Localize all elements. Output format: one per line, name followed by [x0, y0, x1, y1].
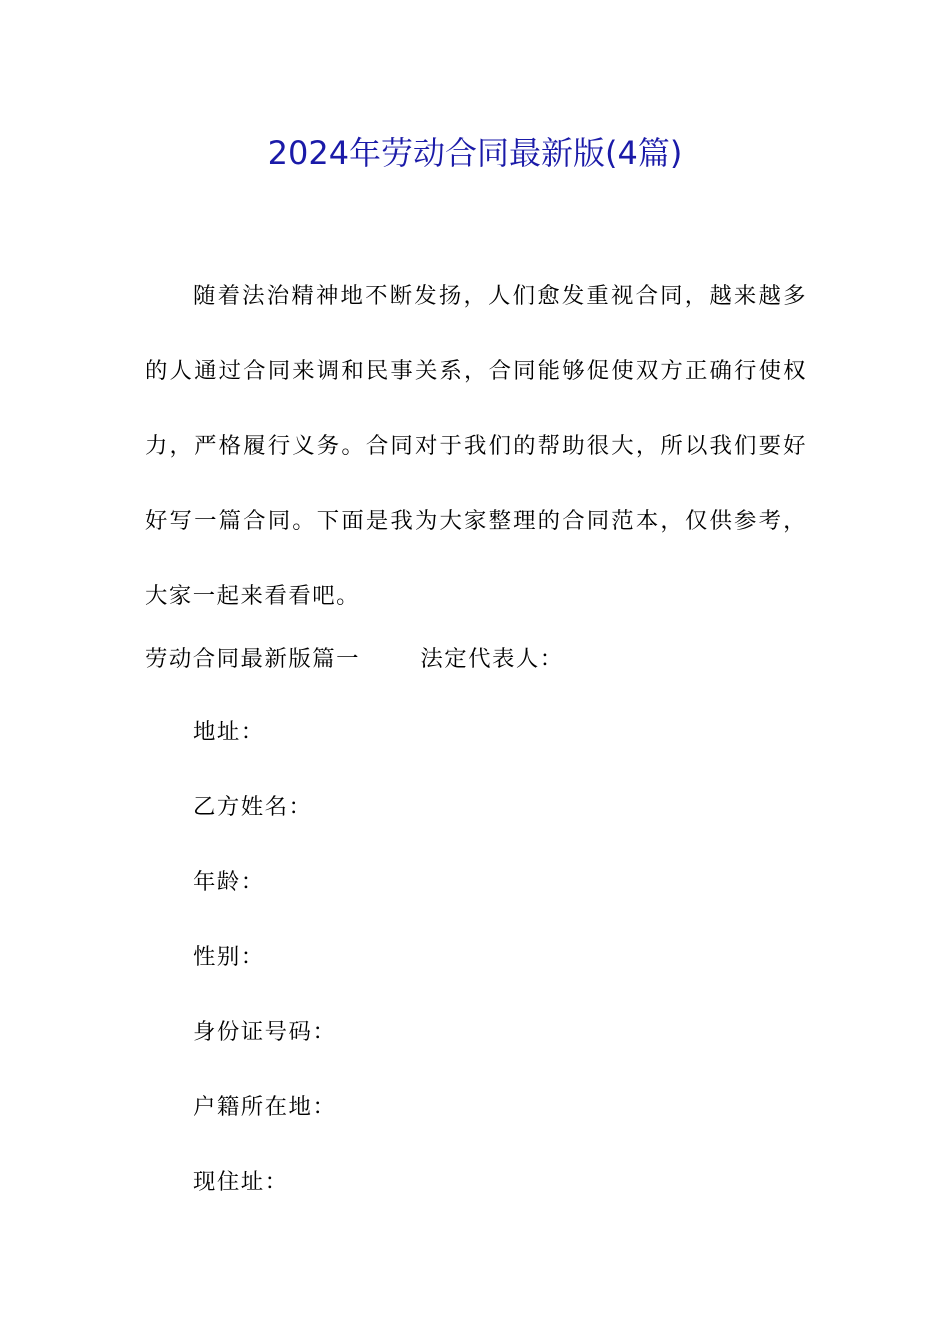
- section-heading: 劳动合同最新版篇一: [145, 646, 361, 672]
- field-age: 年龄：: [193, 869, 265, 895]
- field-address: 地址：: [193, 719, 265, 745]
- field-id-number: 身份证号码：: [193, 1019, 337, 1045]
- field-gender: 性别：: [193, 944, 265, 970]
- section-heading-line: [145, 622, 564, 697]
- field-household-registration: 户籍所在地：: [193, 1094, 337, 1120]
- field-current-address: 现住址：: [193, 1169, 289, 1195]
- intro-paragraph: 随着法治精神地不断发扬，人们愈发重视合同，越来越多的人通过合同来调和民事关系，合同能够促使双方正确行使权力，严格履行义务。合同对于我们的帮助很大，所以我们要好好写一篇合同。下面是我为大家整理的合同范本，仅供参考，大家一起来看看吧。: [145, 283, 807, 609]
- legal-representative-label: 法定代表人：: [420, 646, 564, 672]
- document-title: 2024年劳动合同最新版(4篇): [267, 134, 683, 172]
- field-party-b-name: 乙方姓名：: [193, 794, 313, 820]
